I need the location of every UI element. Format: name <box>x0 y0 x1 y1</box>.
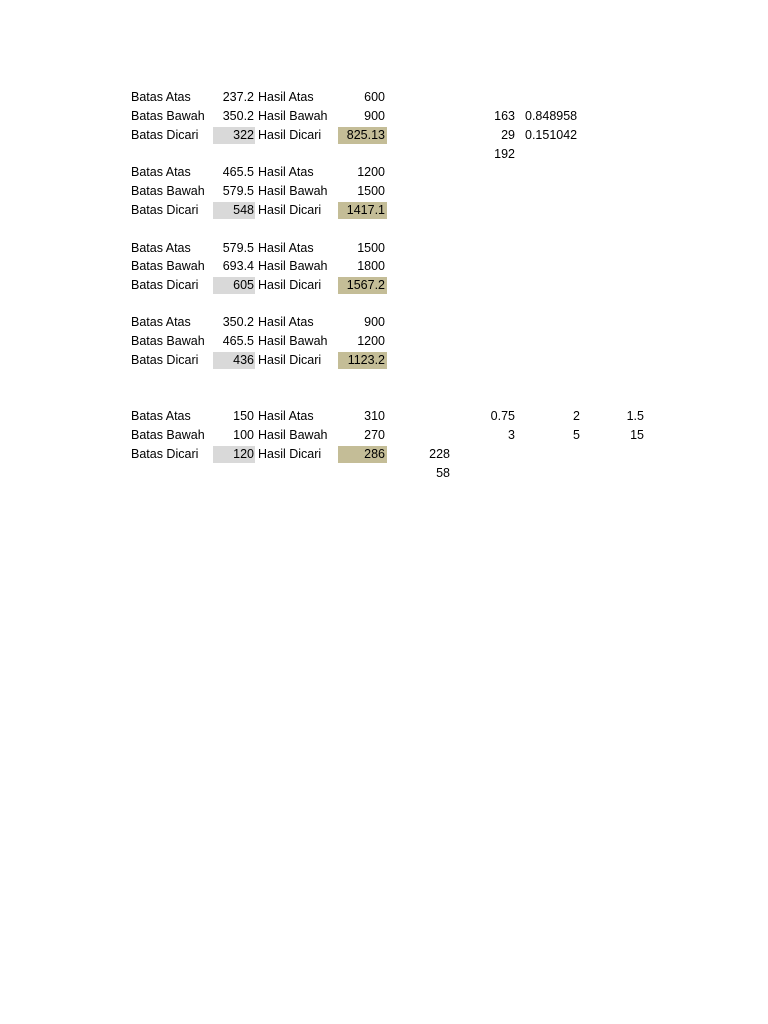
hasil-atas-value[interactable]: 310 <box>364 409 385 423</box>
batas-dicari-label: Batas Dicari <box>131 203 199 217</box>
batas-atas-label: Batas Atas <box>131 165 191 179</box>
hasil-dicari-label: Hasil Dicari <box>258 353 322 367</box>
batas-dicari-label: Batas Dicari <box>131 278 199 292</box>
hasil-bawah-label: Hasil Bawah <box>258 334 328 348</box>
hasil-atas-label: Hasil Atas <box>258 90 314 104</box>
side-calc-cell[interactable]: 0.151042 <box>525 128 578 142</box>
side-calc-cell[interactable]: 2 <box>573 409 580 423</box>
side-calc-cell[interactable]: 15 <box>630 428 644 442</box>
hasil-bawah-label: Hasil Bawah <box>258 184 328 198</box>
hasil-atas-label: Hasil Atas <box>258 165 314 179</box>
side-calc-cell[interactable]: 5 <box>573 428 580 442</box>
hasil-bawah-label: Hasil Bawah <box>258 428 328 442</box>
hasil-bawah-value[interactable]: 270 <box>364 428 385 442</box>
batas-dicari-value[interactable]: 548 <box>213 202 255 219</box>
batas-bawah-label: Batas Bawah <box>131 428 205 442</box>
batas-bawah-label: Batas Bawah <box>131 109 205 123</box>
batas-dicari-value[interactable]: 120 <box>213 446 255 463</box>
batas-atas-value[interactable]: 350.2 <box>222 315 254 329</box>
hasil-bawah-value[interactable]: 1500 <box>357 184 385 198</box>
batas-bawah-label: Batas Bawah <box>131 259 205 273</box>
batas-atas-label: Batas Atas <box>131 315 191 329</box>
hasil-atas-label: Hasil Atas <box>258 241 314 255</box>
batas-bawah-value[interactable]: 350.2 <box>222 109 254 123</box>
hasil-atas-label: Hasil Atas <box>258 409 314 423</box>
side-calc-cell[interactable]: 1.5 <box>626 409 644 423</box>
batas-atas-value[interactable]: 465.5 <box>222 165 254 179</box>
hasil-dicari-label: Hasil Dicari <box>258 447 322 461</box>
hasil-atas-label: Hasil Atas <box>258 315 314 329</box>
side-calc-cell[interactable]: 29 <box>501 128 515 142</box>
side-calc-cell[interactable]: 192 <box>494 147 515 161</box>
batas-bawah-value[interactable]: 465.5 <box>222 334 254 348</box>
batas-bawah-label: Batas Bawah <box>131 184 205 198</box>
hasil-atas-value[interactable]: 1200 <box>357 165 385 179</box>
batas-atas-label: Batas Atas <box>131 90 191 104</box>
side-calc-cell[interactable]: 0.848958 <box>525 109 578 123</box>
batas-atas-value[interactable]: 579.5 <box>222 241 254 255</box>
hasil-dicari-value[interactable]: 825.13 <box>338 127 387 144</box>
hasil-dicari-value[interactable]: 286 <box>338 446 387 463</box>
hasil-dicari-value[interactable]: 1417.1 <box>338 202 387 219</box>
side-calc-cell[interactable]: 163 <box>494 109 515 123</box>
batas-atas-value[interactable]: 237.2 <box>222 90 254 104</box>
hasil-atas-value[interactable]: 600 <box>364 90 385 104</box>
hasil-bawah-value[interactable]: 1800 <box>357 259 385 273</box>
batas-atas-label: Batas Atas <box>131 409 191 423</box>
batas-bawah-value[interactable]: 579.5 <box>222 184 254 198</box>
hasil-bawah-value[interactable]: 1200 <box>357 334 385 348</box>
batas-bawah-value[interactable]: 693.4 <box>222 259 254 273</box>
hasil-dicari-label: Hasil Dicari <box>258 203 322 217</box>
hasil-dicari-value[interactable]: 1123.2 <box>338 352 387 369</box>
batas-atas-label: Batas Atas <box>131 241 191 255</box>
hasil-dicari-value[interactable]: 1567.2 <box>338 277 387 294</box>
batas-dicari-label: Batas Dicari <box>131 128 199 142</box>
hasil-dicari-label: Hasil Dicari <box>258 128 322 142</box>
extra-value-cell[interactable]: 58 <box>436 466 450 480</box>
batas-dicari-value[interactable]: 322 <box>213 127 255 144</box>
hasil-dicari-label: Hasil Dicari <box>258 278 322 292</box>
extra-value-cell[interactable]: 228 <box>429 447 450 461</box>
batas-bawah-value[interactable]: 100 <box>233 428 254 442</box>
batas-dicari-label: Batas Dicari <box>131 447 199 461</box>
batas-dicari-value[interactable]: 605 <box>213 277 255 294</box>
batas-atas-value[interactable]: 150 <box>233 409 254 423</box>
side-calc-cell[interactable]: 0.75 <box>490 409 515 423</box>
hasil-atas-value[interactable]: 1500 <box>357 241 385 255</box>
hasil-bawah-value[interactable]: 900 <box>364 109 385 123</box>
batas-dicari-label: Batas Dicari <box>131 353 199 367</box>
hasil-bawah-label: Hasil Bawah <box>258 109 328 123</box>
side-calc-cell[interactable]: 3 <box>508 428 515 442</box>
hasil-bawah-label: Hasil Bawah <box>258 259 328 273</box>
batas-bawah-label: Batas Bawah <box>131 334 205 348</box>
batas-dicari-value[interactable]: 436 <box>213 352 255 369</box>
hasil-atas-value[interactable]: 900 <box>364 315 385 329</box>
